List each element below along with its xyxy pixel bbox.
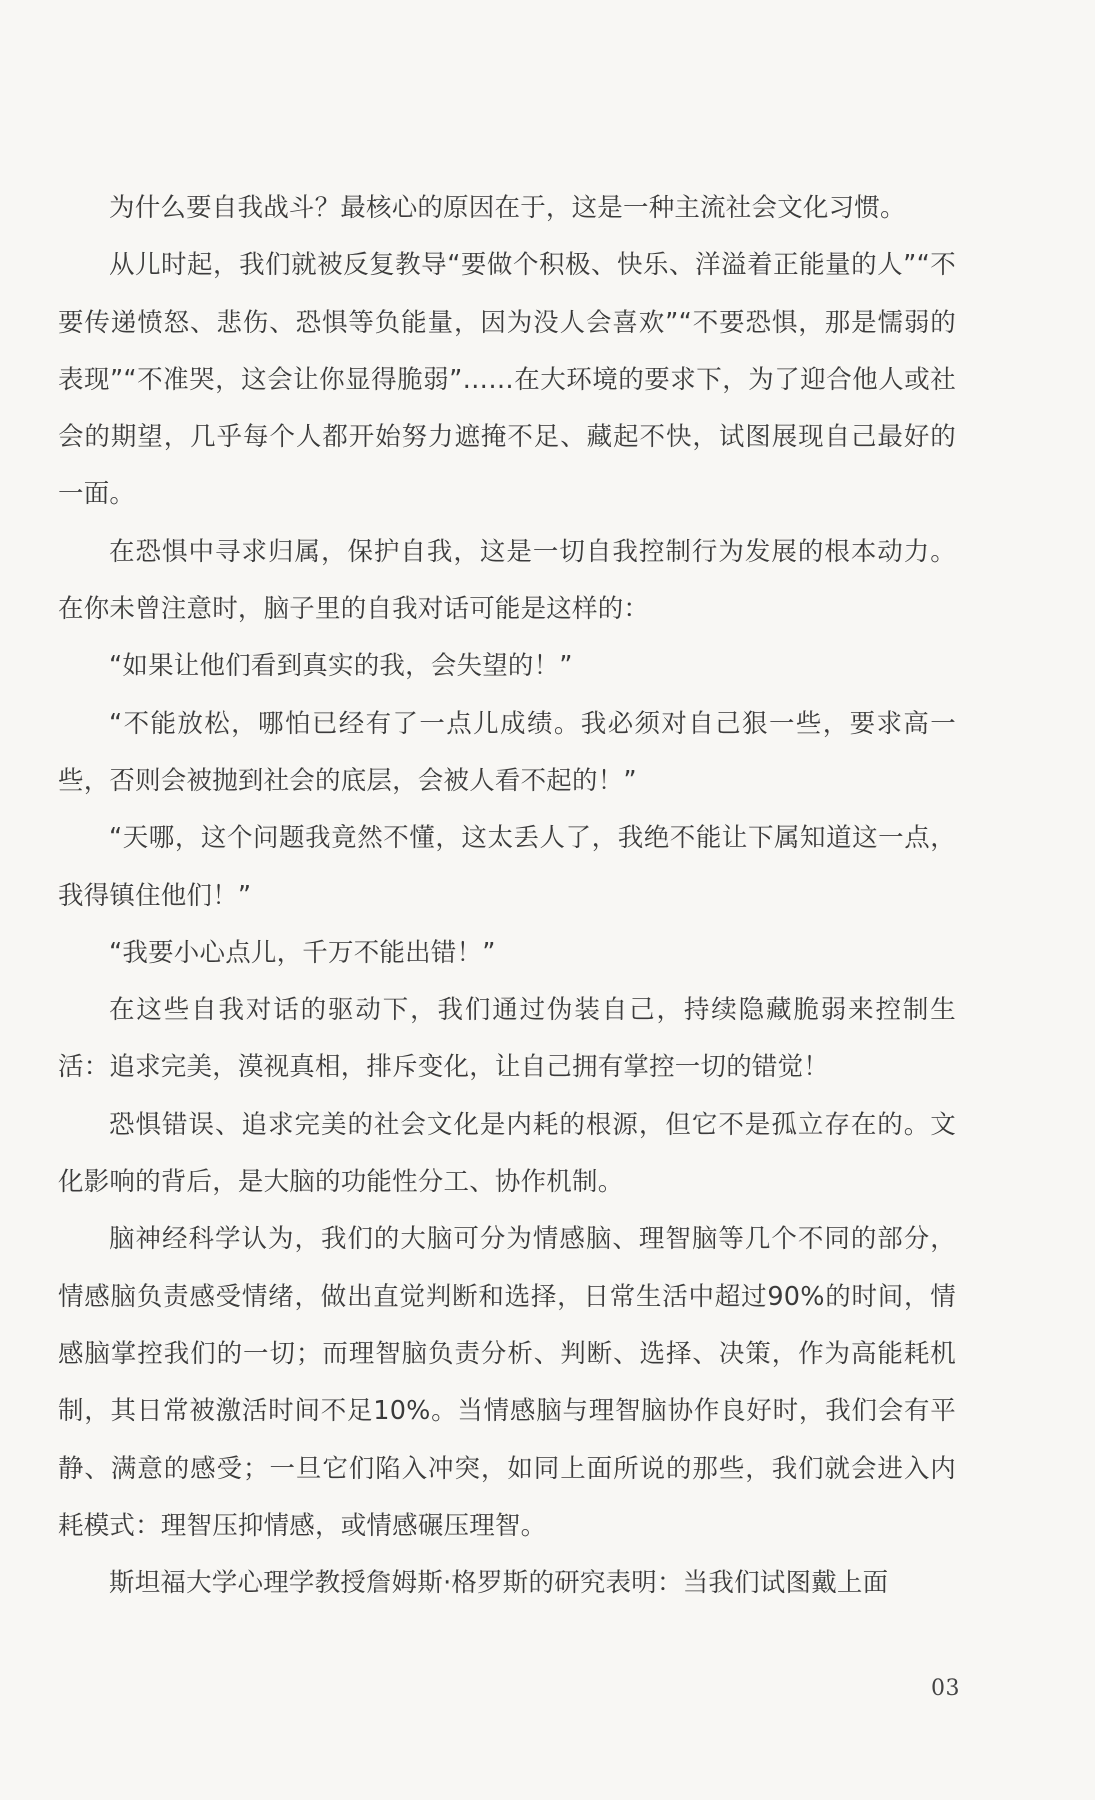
quote-paragraph: “不能放松，哪怕已经有了一点儿成绩。我必须对自己狠一些，要求高一些，否则会被抛到社会的底层，会被人看不起的！” bbox=[58, 708, 956, 796]
paragraph: 脑神经科学认为，我们的大脑可分为情感脑、理智脑等几个不同的部分，情感脑负责感受情绪，做出直觉判断和选择，日常生活中超过90%的时间，情感脑掌控我们的一切；而理智脑负责分析、判断、选择、决策，作为高能耗机制，其日常被激活时间不足10%。当情感脑与理智脑协作良好时，我们会有平静、满意的感受；一旦它们陷入冲突，如同上面所说的那些，我们就会进入内耗模式：理智压抑情感，或情感碾压理智。 bbox=[58, 1224, 956, 1541]
paragraph: 从儿时起，我们就被反复教导“要做个积极、快乐、洋溢着正能量的人”“不要传递愤怒、悲伤、恐惧等负能量，因为没人会喜欢”“不要恐惧，那是懦弱的表现”“不准哭，这会让你显得脆弱”……在大环境的要求下，为了迎合他人或社会的期望，几乎每个人都开始努力遮掩不足、藏起不快，试图展现自己最好的一面。 bbox=[58, 250, 956, 510]
paragraph: 在这些自我对话的驱动下，我们通过伪装自己，持续隐藏脆弱来控制生活：追求完美，漠视真相，排斥变化，让自己拥有掌控一切的错觉！ bbox=[58, 995, 956, 1083]
quote-paragraph: “我要小心点儿，千万不能出错！” bbox=[109, 937, 496, 968]
quote-paragraph: “如果让他们看到真实的我，会失望的！” bbox=[109, 651, 573, 682]
paragraph: 在恐惧中寻求归属，保护自我，这是一切自我控制行为发展的根本动力。在你未曾注意时，脑子里的自我对话可能是这样的： bbox=[58, 536, 956, 625]
body-text bbox=[58, 180, 956, 1612]
quote-paragraph: “天哪，这个问题我竟然不懂，这太丢人了，我绝不能让下属知道这一点，我得镇住他们！” bbox=[58, 823, 956, 911]
paragraph: 斯坦福大学心理学教授詹姆斯·格罗斯的研究表明：当我们试图戴上面 bbox=[109, 1568, 889, 1599]
page-number: 03 bbox=[931, 1676, 960, 1701]
paragraph: 为什么要自我战斗？最核心的原因在于，这是一种主流社会文化习惯。 bbox=[109, 193, 906, 223]
paragraph: 恐惧错误、追求完美的社会文化是内耗的根源，但它不是孤立存在的。文化影响的背后，是大脑的功能性分工、协作机制。 bbox=[58, 1109, 956, 1198]
